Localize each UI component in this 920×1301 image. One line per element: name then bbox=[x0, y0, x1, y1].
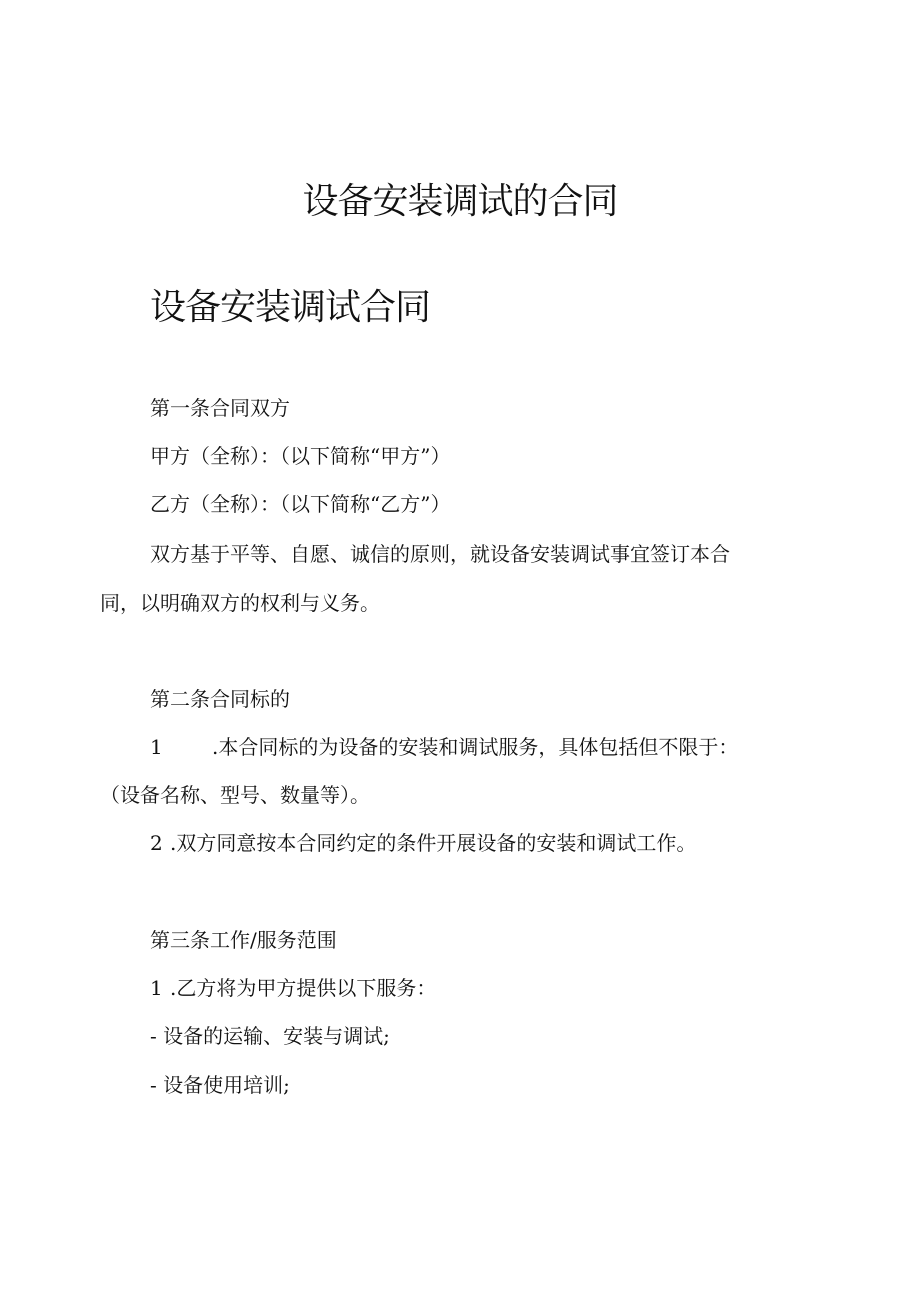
article2-item2 bbox=[150, 829, 696, 857]
document-title: 设备安装调试的合同 bbox=[302, 181, 618, 222]
article2-item1-number: 1 bbox=[150, 735, 163, 759]
article2-item1-line2: （设备名称、型号、数量等）。 bbox=[100, 783, 370, 807]
article2-item2-number: 2 bbox=[150, 831, 163, 855]
article2-heading: 第二条合同标的 bbox=[150, 687, 290, 711]
article1-paragraph-line1: 双方基于平等、自愿、诚信的原则，就设备安装调试事宜签订本合 bbox=[150, 542, 730, 566]
party-a-line: 甲方（全称）：（以下简称“甲方”） bbox=[150, 444, 451, 468]
article1-heading: 第一条合同双方 bbox=[150, 396, 290, 420]
article3-bullet1: - 设备的运输、安装与调试; bbox=[150, 1024, 390, 1048]
article2-item2-text: .双方同意按本合同约定的条件开展设备的安装和调试工作。 bbox=[170, 831, 697, 855]
article3-heading: 第三条工作/服务范围 bbox=[150, 928, 337, 952]
article3-item1 bbox=[150, 974, 436, 1002]
article3-item1-text: .乙方将为甲方提供以下服务： bbox=[170, 976, 437, 1000]
article1-paragraph-line2: 同，以明确双方的权利与义务。 bbox=[100, 591, 380, 615]
article3-item1-number: 1 bbox=[150, 976, 163, 1000]
article2-item1-text: .本合同标的为设备的安装和调试服务，具体包括但不限于： bbox=[212, 735, 739, 759]
article2-item1-line1 bbox=[150, 733, 738, 761]
party-b-line: 乙方（全称）：（以下简称“乙方”） bbox=[150, 492, 451, 516]
document-subtitle: 设备安装调试合同 bbox=[150, 287, 431, 328]
article3-bullet2: - 设备使用培训; bbox=[150, 1073, 290, 1097]
